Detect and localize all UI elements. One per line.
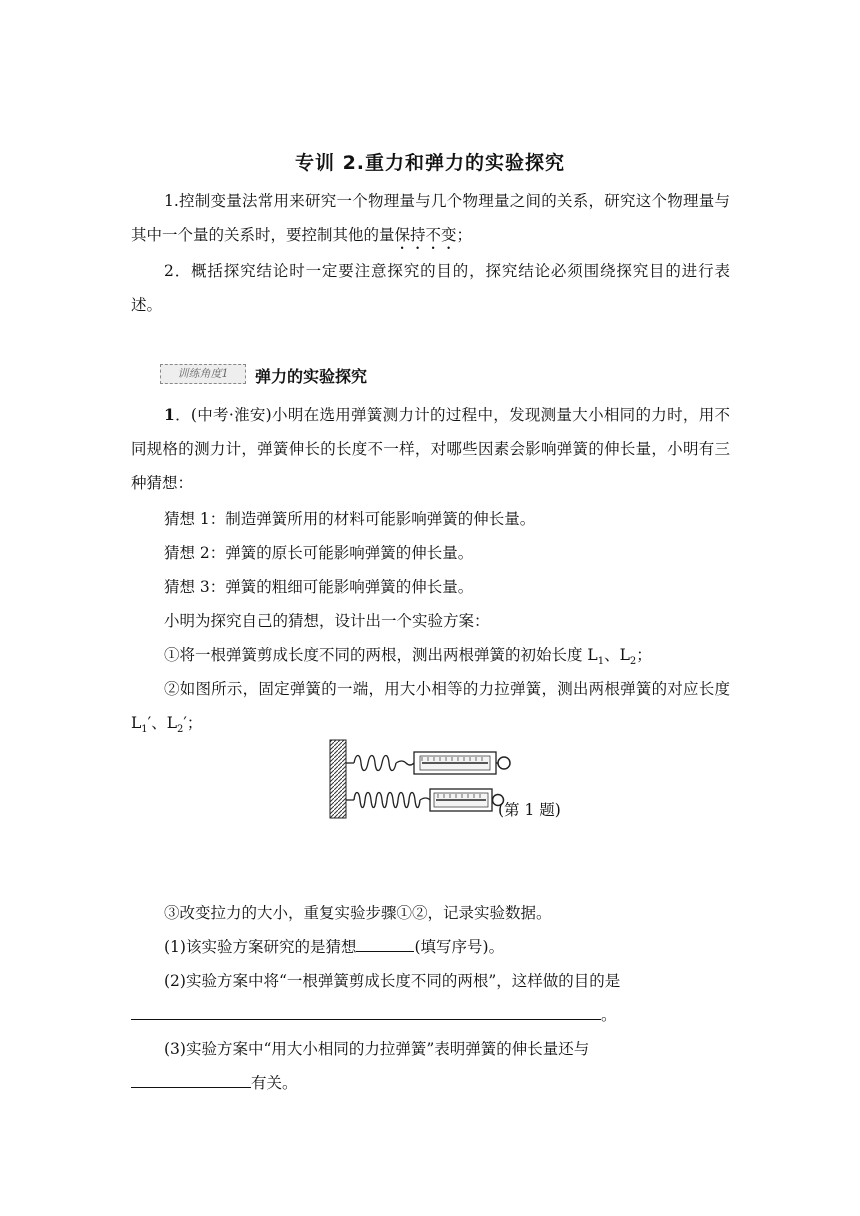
step-1: ①将一根弹簧剪成长度不同的两根，测出两根弹簧的初始长度 $L_1$、$L_2$；: [164, 646, 652, 668]
emphasis-text: 保持不变: [394, 226, 457, 244]
intro-paragraph-1: [131, 184, 730, 253]
sub-question-1-text: (1)该实验方案研究的是猜想: [164, 938, 357, 956]
guess-3: 猜想 3：弹簧的粗细可能影响弹簧的伸长量。: [164, 578, 474, 596]
sub-question-3: (3)实验方案中“用大小相同的力拉弹簧”表明弹簧的伸长量还与: [164, 1040, 590, 1058]
training-angle-badge: 训练角度1: [160, 364, 246, 384]
step-2-text: ②如图所示，固定弹簧的一端，用大小相等的力拉弹簧，测出两根弹簧的对应长度 L: [131, 680, 730, 732]
intro-text: 1.控制变量法常用来研究一个物理量与几个物理量之间的关系，研究这个物理量与其中一个量的关系时，要控制其他的量: [131, 192, 730, 244]
step-2: ②如图所示，固定弹簧的一端，用大小相等的力拉弹簧，测出两根弹簧的对应长度 $L_1'$、$L_2'$；: [131, 680, 730, 736]
spring-figure: [326, 738, 516, 822]
answer-blank-2[interactable]: [131, 1005, 601, 1020]
spring-scale-upper-icon: [414, 752, 510, 774]
sub-question-1: [131, 930, 730, 964]
question-number: 1: [164, 405, 175, 424]
section-title: 弹力的实验探究: [255, 367, 368, 386]
guess-1: 猜想 1：制造弹簧所用的材料可能影响弹簧的伸长量。: [164, 510, 536, 528]
sub-question-2-answer: [131, 998, 731, 1032]
answer-blank-3[interactable]: [131, 1073, 251, 1088]
sub-question-3-answer: [131, 1066, 731, 1100]
step-1-text: ①将一根弹簧剪成长度不同的两根，测出两根弹簧的初始长度 L: [164, 646, 598, 664]
wall-icon: [330, 740, 346, 818]
sub-question-3-end: 有关。: [251, 1074, 298, 1092]
spring-scale-lower-icon: [430, 789, 504, 811]
spring-upper-icon: [346, 756, 414, 771]
intro-text-end: ；: [456, 226, 473, 244]
figure-caption: (第 1 题): [498, 801, 561, 819]
question-stem-text: ．(中考·淮安)小明在选用弹簧测力计的过程中，发现测量大小相同的力时，用不同规格的测力计，弹簧伸长的长度不一样，对哪些因素会影响弹簧的伸长量，小明有三种猜想：: [131, 406, 730, 492]
page-title: 专训 2.重力和弹力的实验探究: [294, 152, 566, 174]
answer-blank-1[interactable]: [356, 937, 414, 952]
step-1-tail: ；: [636, 646, 652, 664]
step-3: ③改变拉力的大小，重复实验步骤①②，记录实验数据。: [164, 904, 552, 922]
question-stem: [131, 398, 730, 500]
sub-question-1-tail: (填写序号)。: [414, 938, 505, 956]
sub-question-2: (2)实验方案中将“一根弹簧剪成长度不同的两根”，这样做的目的是: [164, 972, 621, 990]
intro-paragraph-2: 2．概括探究结论时一定要注意探究的目的，探究结论必须围绕探究目的进行表述。: [131, 262, 730, 314]
step-2-tail: ；: [186, 714, 203, 732]
plan-intro: 小明为探究自己的猜想，设计出一个实验方案：: [164, 612, 490, 630]
spring-lower-icon: [346, 793, 430, 808]
guess-2: 猜想 2：弹簧的原长可能影响弹簧的伸长量。: [164, 544, 474, 562]
sub-question-2-end: 。: [601, 1006, 617, 1024]
